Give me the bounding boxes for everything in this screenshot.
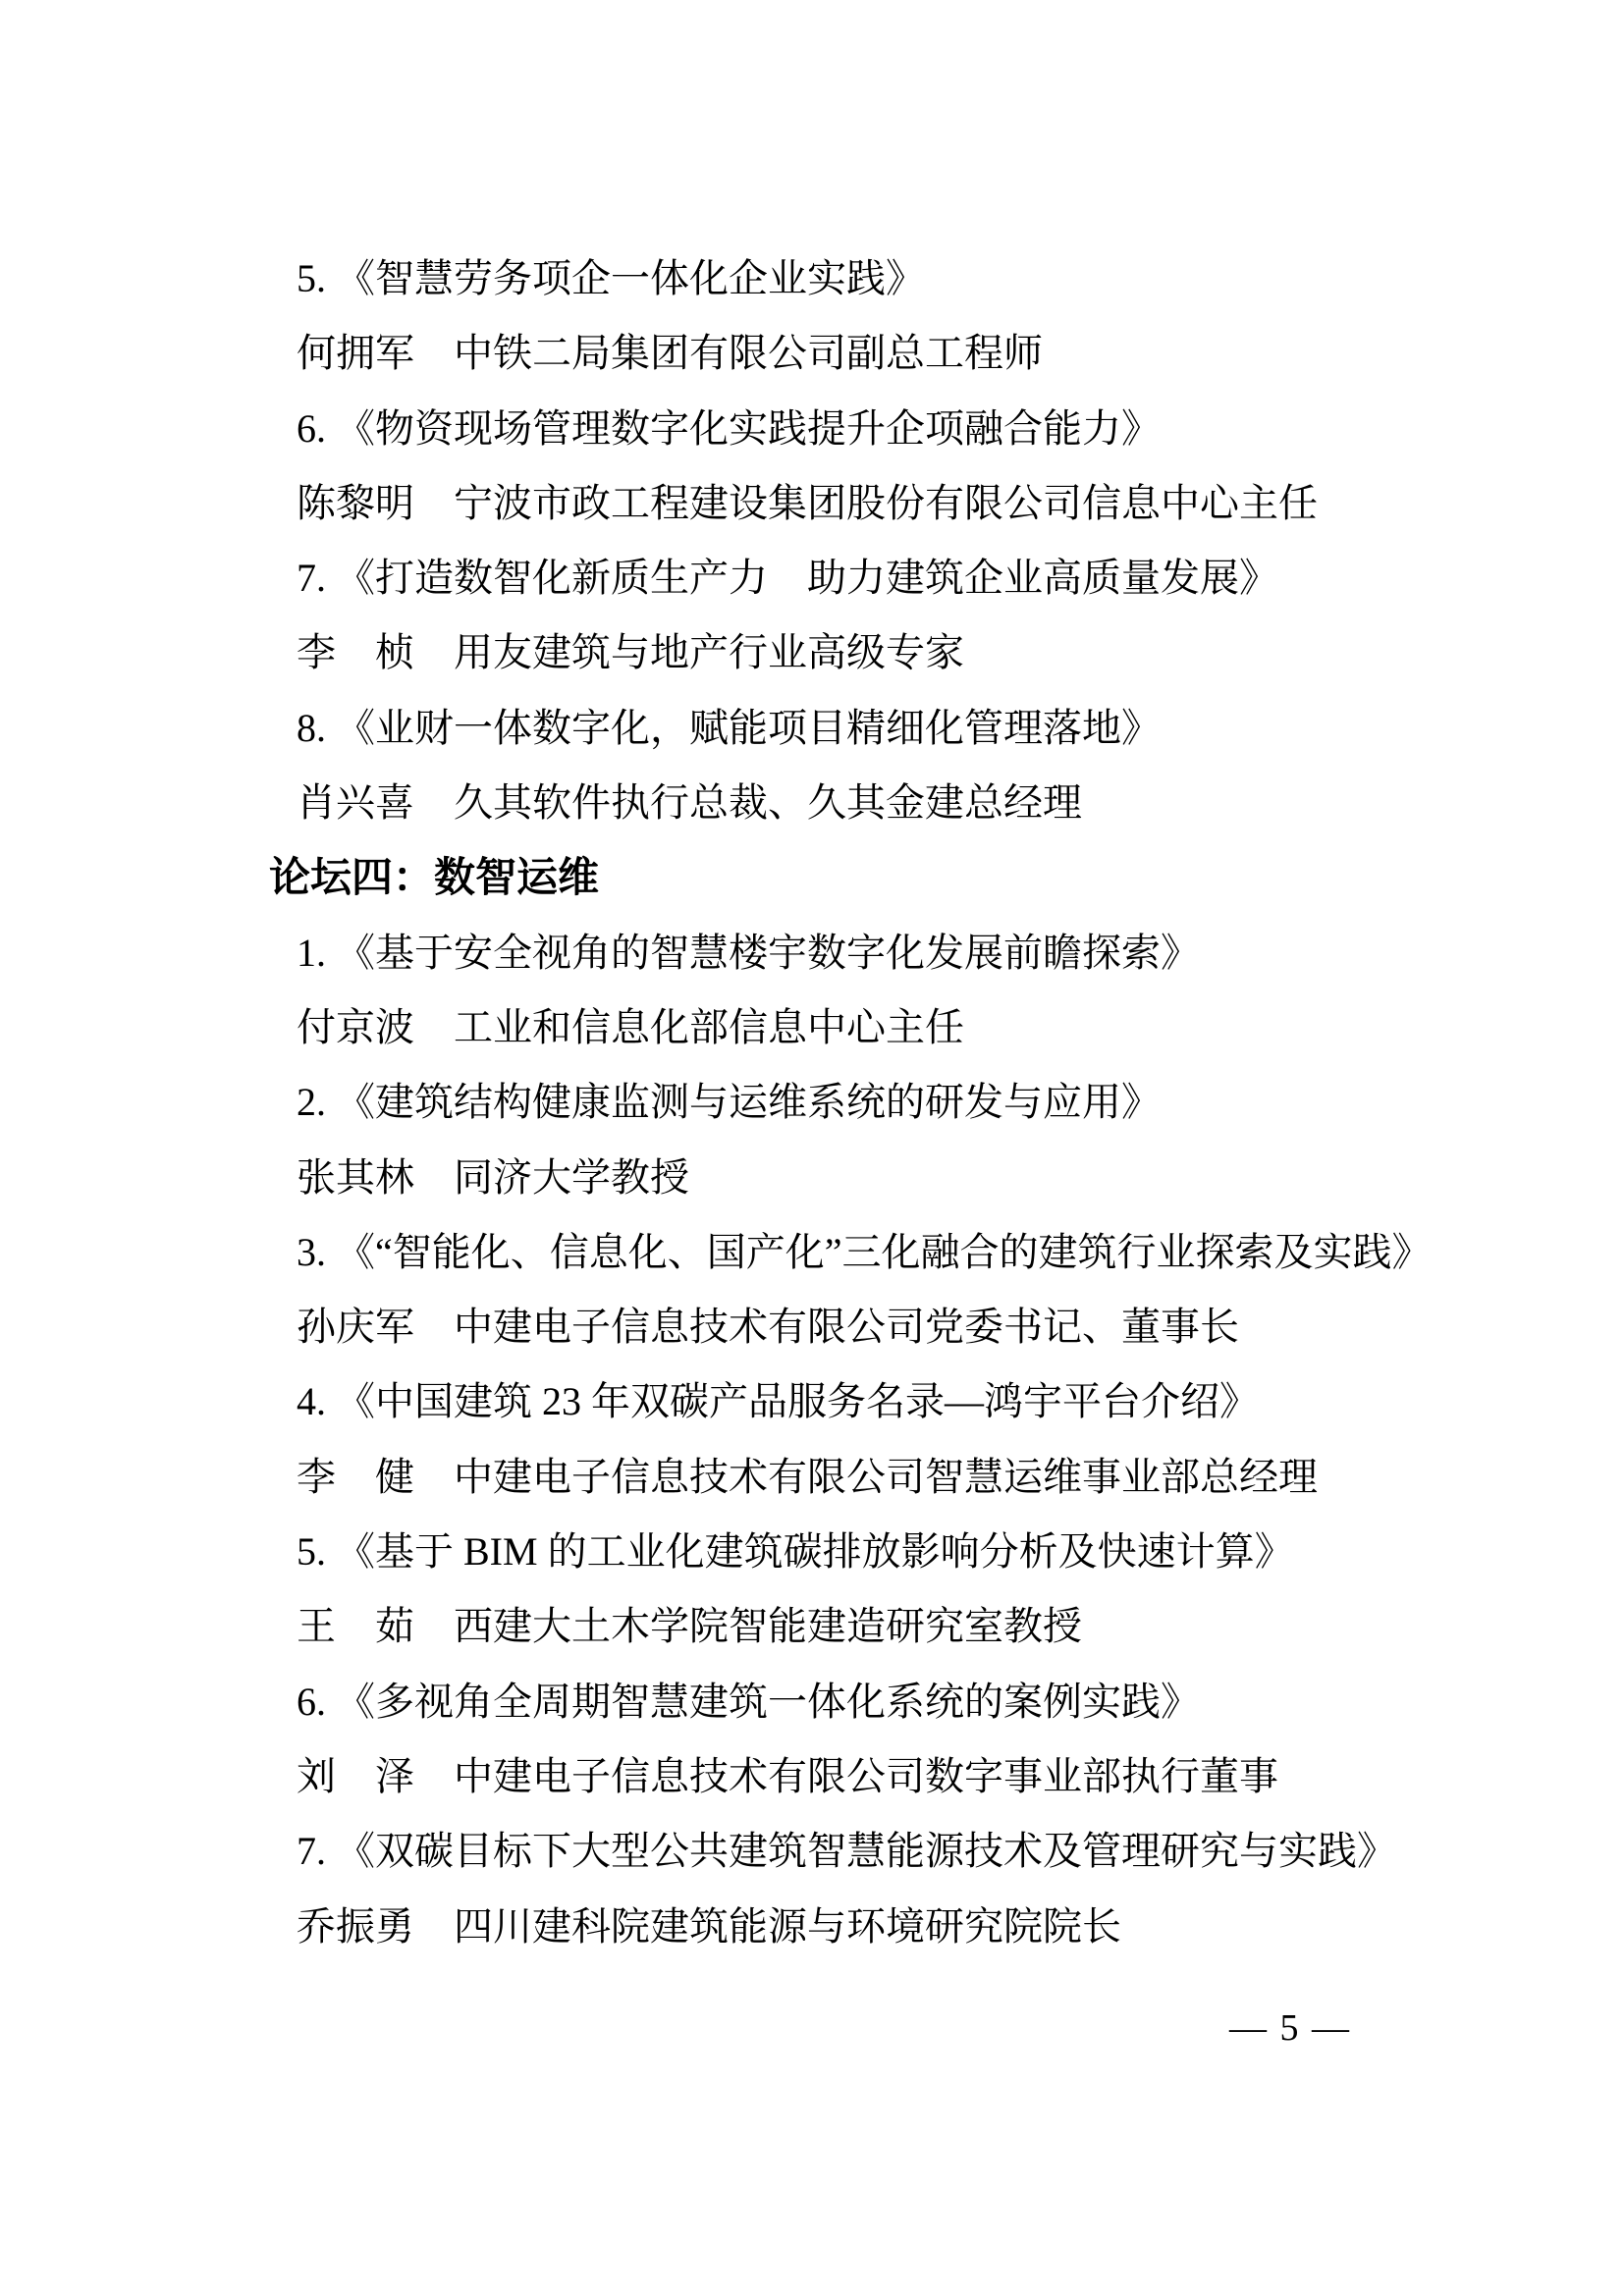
speaker-line: 孙庆军 中建电子信息技术有限公司党委书记、董事长 bbox=[297, 1305, 1239, 1350]
speaker-line: 李 桢 用友建筑与地产行业高级专家 bbox=[297, 630, 964, 675]
document-content bbox=[269, 241, 1475, 1964]
agenda-item-title: 6. 《物资现场管理数字化实践提升企项融合能力》 bbox=[297, 405, 1161, 451]
speaker-line: 刘 泽 中建电子信息技术有限公司数字事业部执行董事 bbox=[297, 1753, 1278, 1798]
speaker-line: 张其林 同济大学教授 bbox=[297, 1154, 689, 1200]
agenda-item-title: 2. 《建筑结构健康监测与运维系统的研发与应用》 bbox=[297, 1080, 1161, 1125]
agenda-item-title: 7. 《打造数智化新质生产力 助力建筑企业高质量发展》 bbox=[297, 556, 1278, 601]
page-number: — 5 — bbox=[1229, 2007, 1351, 2049]
agenda-item-title: 3. 《“智能化、信息化、国产化”三化融合的建筑行业探索及实践》 bbox=[297, 1229, 1432, 1274]
forum-section-heading: 论坛四：数智运维 bbox=[269, 854, 600, 901]
speaker-line: 肖兴喜 久其软件执行总裁、久其金建总经理 bbox=[297, 780, 1082, 826]
speaker-line: 何拥军 中铁二局集团有限公司副总工程师 bbox=[297, 331, 1043, 376]
agenda-item-title: 4. 《中国建筑 23 年双碳产品服务名录—鸿宇平台介绍》 bbox=[297, 1379, 1259, 1424]
speaker-line: 付京波 工业和信息化部信息中心主任 bbox=[297, 1004, 964, 1049]
agenda-item-title: 6. 《多视角全周期智慧建筑一体化系统的案例实践》 bbox=[297, 1679, 1200, 1724]
speaker-line: 乔振勇 四川建科院建筑能源与环境研究院院长 bbox=[297, 1903, 1121, 1949]
speaker-line: 李 健 中建电子信息技术有限公司智慧运维事业部总经理 bbox=[297, 1454, 1318, 1499]
speaker-line: 王 茹 西建大土木学院智能建造研究室教授 bbox=[297, 1604, 1082, 1649]
agenda-item-title: 7. 《双碳目标下大型公共建筑智慧能源技术及管理研究与实践》 bbox=[297, 1829, 1396, 1874]
agenda-item-title: 8. 《业财一体数字化，赋能项目精细化管理落地》 bbox=[297, 705, 1161, 750]
agenda-item-title: 5. 《智慧劳务项企一体化企业实践》 bbox=[297, 256, 925, 300]
agenda-item-title: 5. 《基于 BIM 的工业化建筑碳排放影响分析及快速计算》 bbox=[297, 1529, 1294, 1575]
speaker-line: 陈黎明 宁波市政工程建设集团股份有限公司信息中心主任 bbox=[297, 480, 1318, 525]
agenda-item-title: 1. 《基于安全视角的智慧楼宇数字化发展前瞻探索》 bbox=[297, 930, 1200, 975]
